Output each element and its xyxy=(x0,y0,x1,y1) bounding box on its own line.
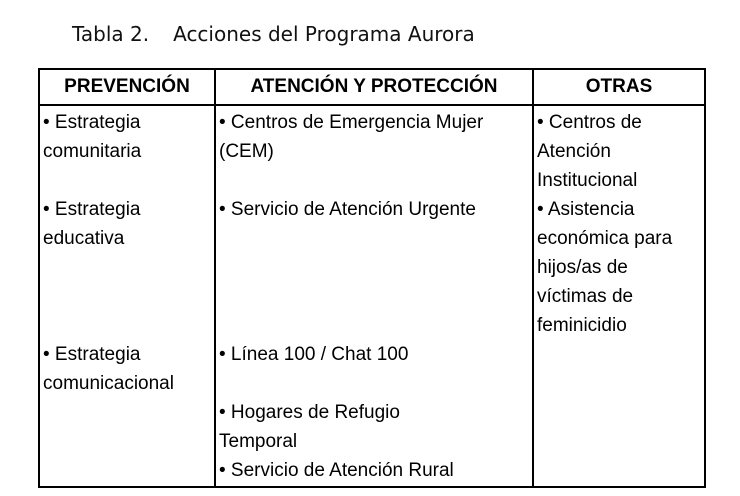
header-row xyxy=(39,69,705,105)
list-item: • Centros de Emergencia Mujer (CEM) xyxy=(219,112,484,162)
table-caption xyxy=(72,22,475,46)
list-item: • Hogares de Refugio Temporal xyxy=(219,402,400,452)
header-prevencion: PREVENCIÓN xyxy=(39,69,215,105)
column-otras xyxy=(533,105,705,487)
list-item: • Servicio de Atención Rural xyxy=(219,460,454,481)
list-item: • Estrategia comunitaria xyxy=(43,112,142,162)
table-title: Acciones del Programa Aurora xyxy=(173,22,475,46)
header-atencion: ATENCIÓN Y PROTECCIÓN xyxy=(215,69,533,105)
list-item: • Centros de Atención Institucional xyxy=(537,112,642,191)
actions-table xyxy=(38,68,706,488)
list-item: • Estrategia comunicacional xyxy=(43,344,174,394)
list-item: • Estrategia educativa xyxy=(43,199,141,249)
column-atencion xyxy=(215,105,533,487)
body-row xyxy=(39,105,705,487)
list-item: • Línea 100 / Chat 100 xyxy=(219,344,409,365)
header-otras: OTRAS xyxy=(533,69,705,105)
column-prevencion xyxy=(39,105,215,487)
list-item: • Asistencia económica para hijos/as de víctimas de feminicidio xyxy=(537,199,673,336)
table-number: Tabla 2. xyxy=(72,22,150,46)
list-item: • Servicio de Atención Urgente xyxy=(219,199,476,220)
